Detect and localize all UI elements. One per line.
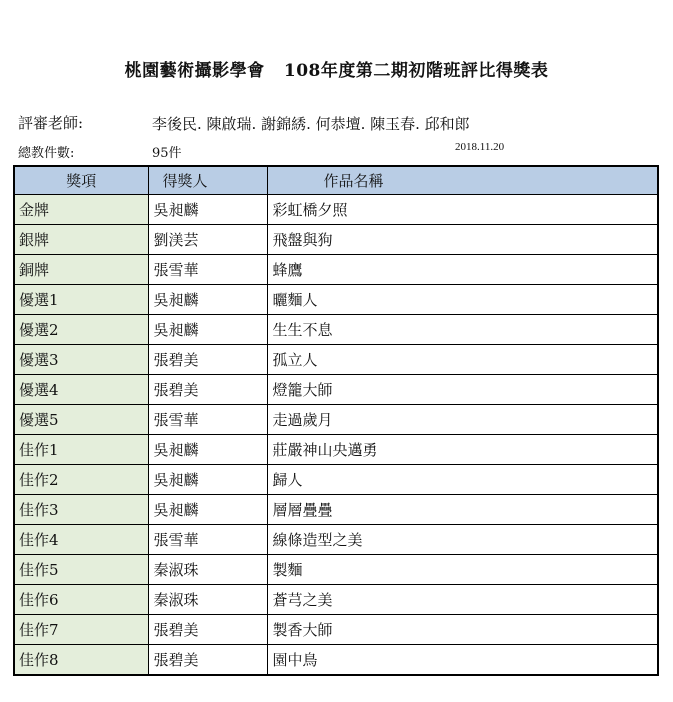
header-winner: 得獎人 bbox=[148, 166, 267, 195]
award-cell: 佳作8 bbox=[14, 645, 148, 676]
table-row bbox=[14, 435, 658, 465]
winner-cell: 劉渼芸 bbox=[148, 225, 267, 255]
winner-cell: 張碧美 bbox=[148, 375, 267, 405]
winner-cell: 張雪華 bbox=[148, 255, 267, 285]
table-row bbox=[14, 255, 658, 285]
award-cell: 佳作6 bbox=[14, 585, 148, 615]
winner-cell: 張雪華 bbox=[148, 525, 267, 555]
winner-cell: 吳昶麟 bbox=[148, 315, 267, 345]
table-row bbox=[14, 345, 658, 375]
work-title-cell: 孤立人 bbox=[267, 345, 658, 375]
table-row bbox=[14, 555, 658, 585]
table-row bbox=[14, 465, 658, 495]
winner-cell: 吳昶麟 bbox=[148, 435, 267, 465]
award-cell: 優選4 bbox=[14, 375, 148, 405]
header-work-title: 作品名稱 bbox=[267, 166, 658, 195]
total-entries-value: 95件 bbox=[152, 146, 182, 161]
table-row bbox=[14, 495, 658, 525]
header-award: 獎項 bbox=[14, 166, 148, 195]
award-cell: 佳作5 bbox=[14, 555, 148, 585]
table-header-row bbox=[14, 166, 658, 195]
award-cell: 優選2 bbox=[14, 315, 148, 345]
document-date: 2018.11.20 bbox=[455, 141, 505, 153]
work-title-cell: 走過歲月 bbox=[267, 405, 658, 435]
work-title-cell: 曬麵人 bbox=[267, 285, 658, 315]
table-row bbox=[14, 195, 658, 225]
table-row bbox=[14, 645, 658, 676]
work-title-cell: 園中鳥 bbox=[267, 645, 658, 676]
winner-cell: 張碧美 bbox=[148, 345, 267, 375]
award-cell: 佳作2 bbox=[14, 465, 148, 495]
award-cell: 佳作7 bbox=[14, 615, 148, 645]
table-row bbox=[14, 375, 658, 405]
work-title-cell: 莊嚴神山央邁勇 bbox=[267, 435, 658, 465]
winner-cell: 吳昶麟 bbox=[148, 495, 267, 525]
award-cell: 佳作4 bbox=[14, 525, 148, 555]
work-title-cell: 歸人 bbox=[267, 465, 658, 495]
table-row bbox=[14, 285, 658, 315]
table-row bbox=[14, 225, 658, 255]
awards-table-body bbox=[14, 195, 658, 676]
winner-cell: 張碧美 bbox=[148, 645, 267, 676]
work-title-cell: 生生不息 bbox=[267, 315, 658, 345]
work-title-cell: 蒼芎之美 bbox=[267, 585, 658, 615]
table-row bbox=[14, 405, 658, 435]
winner-cell: 張碧美 bbox=[148, 615, 267, 645]
winner-cell: 張雪華 bbox=[148, 405, 267, 435]
table-row bbox=[14, 525, 658, 555]
table-row bbox=[14, 315, 658, 345]
award-cell: 優選1 bbox=[14, 285, 148, 315]
award-cell: 優選5 bbox=[14, 405, 148, 435]
award-cell: 佳作3 bbox=[14, 495, 148, 525]
work-title-cell: 燈籠大師 bbox=[267, 375, 658, 405]
winner-cell: 秦淑珠 bbox=[148, 585, 267, 615]
award-cell: 佳作1 bbox=[14, 435, 148, 465]
work-title-cell: 線條造型之美 bbox=[267, 525, 658, 555]
winner-cell: 吳昶麟 bbox=[148, 465, 267, 495]
work-title-cell: 層層疊疊 bbox=[267, 495, 658, 525]
table-row bbox=[14, 615, 658, 645]
awards-table bbox=[13, 165, 659, 676]
work-title-cell: 製香大師 bbox=[267, 615, 658, 645]
document-title: 桃園藝術攝影學會 108年度第二期初階班評比得獎表 bbox=[124, 61, 549, 81]
work-title-cell: 飛盤與狗 bbox=[267, 225, 658, 255]
award-cell: 銅牌 bbox=[14, 255, 148, 285]
winner-cell: 吳昶麟 bbox=[148, 195, 267, 225]
award-cell: 金牌 bbox=[14, 195, 148, 225]
work-title-cell: 製麵 bbox=[267, 555, 658, 585]
judges-label: 評審老師: bbox=[18, 114, 84, 132]
work-title-cell: 彩虹橋夕照 bbox=[267, 195, 658, 225]
winner-cell: 秦淑珠 bbox=[148, 555, 267, 585]
work-title-cell: 蜂鷹 bbox=[267, 255, 658, 285]
award-cell: 銀牌 bbox=[14, 225, 148, 255]
winner-cell: 吳昶麟 bbox=[148, 285, 267, 315]
table-row bbox=[14, 585, 658, 615]
total-entries-label: 總教件數: bbox=[18, 146, 75, 161]
judges-names: 李後民. 陳啟瑞. 謝錦綉. 何恭壇. 陳玉春. 邱和郎 bbox=[152, 115, 470, 133]
award-cell: 優選3 bbox=[14, 345, 148, 375]
